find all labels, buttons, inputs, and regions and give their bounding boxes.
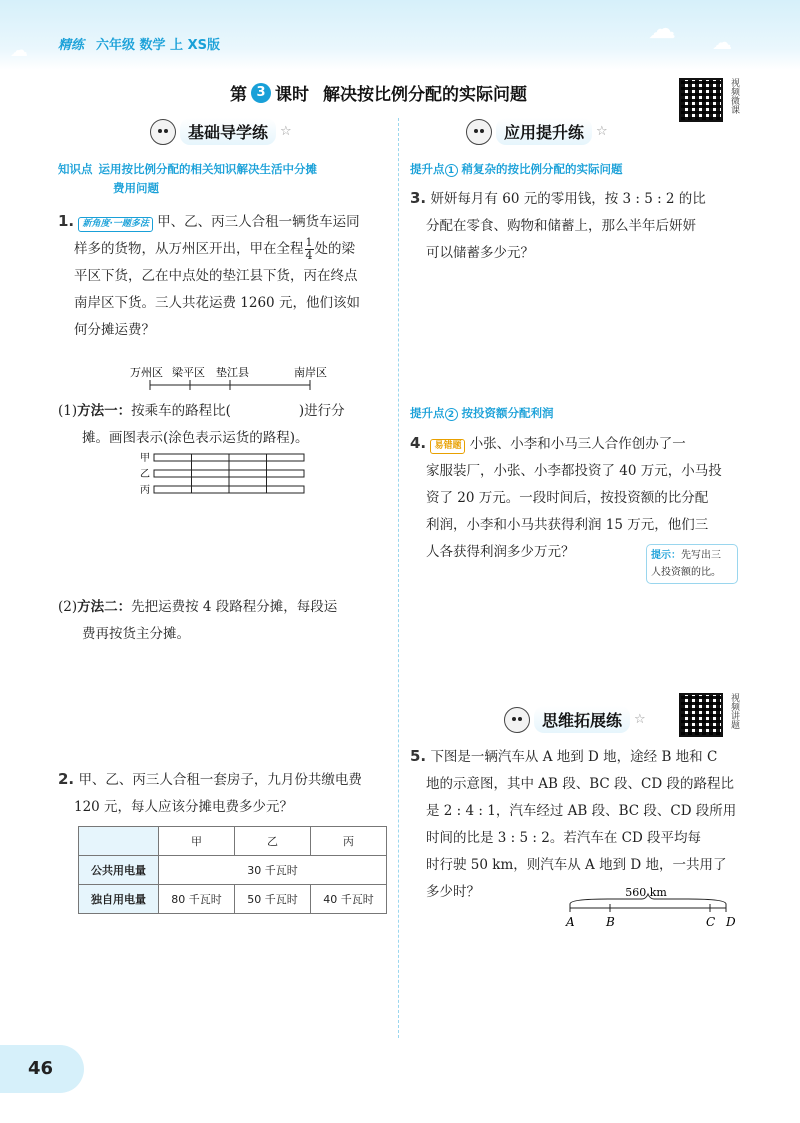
question-text: 南岸区下货。三人共花运费 1260 元，他们该如 — [74, 295, 360, 311]
question-text: 先把运费按 4 段路程分摊，每段运 — [131, 599, 338, 615]
question-text: 家服装厂，小张、小李都投资了 40 万元，小马投 — [426, 463, 722, 479]
question-text: 多少时？ — [426, 884, 480, 900]
table-row — [79, 885, 387, 914]
question-text: 是 2 : 4 : 1，汽车经过 AB 段、BC 段、CD 段所用 — [426, 803, 737, 819]
question-text: 处的梁 — [314, 241, 355, 257]
question-2 — [58, 766, 393, 821]
question-number: 5. — [410, 747, 427, 765]
method-label: (1) — [58, 403, 78, 419]
question-number: 4. — [410, 434, 427, 452]
hint-text: 先写出三 — [681, 550, 721, 561]
page-number: 46 — [0, 1045, 84, 1093]
question-text: 按乘车的路程比( — [131, 403, 231, 419]
question-text: 120 元，每人应该分摊电费多少元？ — [74, 799, 294, 815]
improve-num: 1 — [445, 164, 458, 177]
point-label: C — [706, 915, 716, 929]
question-text: 平区下货，乙在中点处的垫江县下货，丙在终点 — [74, 268, 358, 284]
improve-tag: 提升点 — [410, 162, 445, 176]
point-label: A — [566, 915, 575, 929]
road-diagram — [558, 882, 748, 932]
improve-num: 2 — [445, 408, 458, 421]
person-label: 甲 — [140, 453, 150, 464]
cloud-icon: ☁ — [712, 30, 732, 54]
question-text: 时行驶 50 km，则汽车从 A 地到 D 地，一共用了 — [426, 857, 727, 873]
improve-point-1 — [410, 160, 623, 179]
question-text: 可以储蓄多少元？ — [426, 245, 534, 261]
route-label: 梁平区 — [172, 366, 205, 379]
table-cell: 40 千瓦时 — [311, 885, 387, 914]
improve-text: 按投资额分配利润 — [461, 406, 554, 420]
table-cell: 50 千瓦时 — [235, 885, 311, 914]
qr-code-icon[interactable] — [679, 693, 723, 737]
qr-label: 视频讲题 — [729, 693, 739, 729]
table-header: 丙 — [311, 827, 387, 856]
lesson-title — [230, 80, 527, 105]
question-text: 时间的比是 3 : 5 : 2。若汽车在 CD 段平均每 — [426, 830, 702, 846]
section-basic — [150, 118, 292, 145]
question-text: 样多的货物，从万州区开出，甲在全程 — [74, 241, 304, 257]
distance-label: 560 km — [625, 886, 667, 899]
question-badge: 新角度·一题多法 — [78, 217, 152, 232]
knowledge-text: 运用按比例分配的相关知识解决生活中分摊 — [98, 162, 317, 176]
hint-tag: 提示： — [651, 550, 681, 561]
person-label: 丙 — [140, 485, 150, 496]
question-text: 下图是一辆汽车从 A 地到 D 地，途经 B 地和 C — [430, 749, 718, 765]
question-text: 资了 20 万元。一段时间后，按投资额的比分配 — [426, 490, 709, 506]
q1-method-2 — [58, 594, 393, 648]
section-title: 基础导学练 — [180, 118, 276, 145]
mascot-icon — [504, 707, 530, 733]
qr-code-icon[interactable] — [679, 78, 723, 122]
question-text: 何分摊运费？ — [74, 322, 155, 338]
question-number: 3. — [410, 189, 427, 207]
table-header: 甲 — [159, 827, 235, 856]
question-number: 2. — [58, 770, 75, 788]
question-text: 妍妍每月有 60 元的零用钱，按 3 : 5 : 2 的比 — [430, 191, 706, 207]
improve-point-2 — [410, 404, 554, 423]
question-text: 地的示意图，其中 AB 段、BC 段、CD 段的路程比 — [426, 776, 734, 792]
cloud-icon: ☁ — [648, 12, 676, 45]
column-divider — [398, 118, 399, 1038]
question-3 — [410, 185, 750, 267]
table-cell: 30 千瓦时 — [159, 856, 387, 885]
hint-box — [646, 544, 738, 584]
knowledge-tag: 知识点 — [58, 162, 93, 176]
electricity-table — [78, 826, 387, 914]
question-text: 费再按货主分摊。 — [82, 626, 190, 642]
question-text: 分配在零食、购物和储蓄上，那么半年后妍妍 — [426, 218, 696, 234]
question-text: 甲、乙、丙三人合租一套房子，九月份共缴电费 — [78, 772, 362, 788]
mascot-icon — [466, 119, 492, 145]
person-label: 乙 — [140, 469, 150, 480]
question-text: 人各获得利润多少万元？ — [426, 544, 575, 560]
knowledge-text: 费用问题 — [113, 181, 159, 195]
method-label: (2) — [58, 599, 78, 615]
route-label: 垫江县 — [216, 366, 249, 379]
q1-method-1 — [58, 398, 393, 452]
question-1 — [58, 208, 393, 344]
hint-text: 人投资额的比。 — [651, 567, 721, 578]
improve-tag: 提升点 — [410, 406, 445, 420]
table-row — [79, 856, 387, 885]
route-label: 南岸区 — [294, 366, 327, 379]
star-icon: ☆ — [596, 124, 608, 139]
question-text: )进行分 — [298, 403, 345, 419]
improve-text: 稍复杂的按比例分配的实际问题 — [461, 162, 623, 176]
section-apply — [466, 118, 608, 145]
question-text: 甲、乙、丙三人合租一辆货车运同 — [157, 214, 360, 230]
question-text: 利润，小李和小马共获得利润 15 万元，他们三 — [426, 517, 709, 533]
route-bars — [140, 450, 320, 498]
table-row — [79, 827, 387, 856]
table-header: 乙 — [235, 827, 311, 856]
star-icon: ☆ — [634, 712, 646, 727]
lesson-suffix: 课时 — [275, 85, 309, 105]
question-badge: 易错题 — [430, 439, 465, 454]
cloud-icon: ☁ — [10, 40, 28, 61]
mascot-icon — [150, 119, 176, 145]
fraction-numerator: 1 — [305, 236, 313, 249]
knowledge-point — [58, 160, 398, 198]
lesson-prefix: 第 — [230, 85, 247, 105]
route-label: 万州区 — [130, 366, 163, 379]
method-title: 方法二： — [77, 599, 132, 615]
method-title: 方法一： — [77, 403, 132, 419]
row-label: 公共用电量 — [79, 856, 159, 885]
lesson-topic: 解决按比例分配的实际问题 — [323, 85, 527, 105]
fraction-denominator: 4 — [305, 249, 313, 262]
point-label: B — [606, 915, 615, 929]
table-cell: 80 千瓦时 — [159, 885, 235, 914]
point-label: D — [726, 915, 736, 929]
table-corner — [79, 827, 159, 856]
question-text: 摊。画图表示(涂色表示运货的路程)。 — [82, 430, 309, 446]
qr-label: 视频微课 — [729, 78, 739, 114]
section-title: 思维拓展练 — [534, 706, 630, 733]
brand-logo: 精练 — [58, 38, 85, 53]
star-icon: ☆ — [280, 124, 292, 139]
grade-label: 六年级 数学 上 XS版 — [96, 38, 220, 53]
question-text: 小张、小李和小马三人合作创办了一 — [469, 436, 686, 452]
section-title: 应用提升练 — [496, 118, 592, 145]
fraction — [305, 237, 314, 262]
route-diagram — [120, 360, 350, 396]
question-number: 1. — [58, 212, 75, 230]
section-expand — [504, 706, 646, 733]
lesson-number-badge: 3 — [251, 83, 271, 103]
row-label: 独自用电量 — [79, 885, 159, 914]
